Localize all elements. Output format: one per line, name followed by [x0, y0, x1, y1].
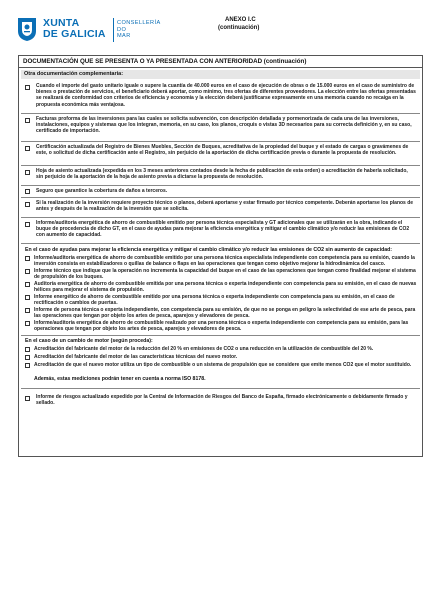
logo-xunta-text: XUNTA: [43, 17, 80, 29]
item-text: Facturas proforma de las inversiones para las cuales se solicita subvención, con descripción detallada y pormenorizada de cada una de las inversiones, instalaciones, equipos y sistemas que los integran, memoria, en su caso, los planos, croquis o vistas 3D necesarios para su correcta definición y, en su caso, certificado de importación.: [36, 116, 412, 135]
checkbox[interactable]: [25, 363, 30, 368]
department-line2: DO MAR: [117, 27, 131, 39]
checkbox[interactable]: [25, 295, 30, 300]
item-text: Informe técnico que indique que la operación no incrementa la capacidad del buque en el caso de las operaciones que tengan como finalidad mejorar el sistema de propulsión de los buques.: [34, 268, 416, 281]
checkbox[interactable]: [25, 256, 30, 261]
checkbox[interactable]: [25, 85, 30, 90]
item-text: Seguro que garantice la cobertura de daños a terceros.: [36, 188, 168, 194]
doc-item-technical-project: [21, 198, 420, 218]
section-engine-title: En el caso de un cambio de motor (según proceda):: [25, 338, 153, 344]
section-divider: [21, 388, 420, 389]
checkbox[interactable]: [25, 269, 30, 274]
item-text: Informe de riesgos actualizado expedido por la Central de Información de Riesgos del Banco de España, firmado electrónicamente o debidamente firmado y sellado.: [36, 394, 408, 407]
item-text: Certificación actualizada del Registro de Bienes Muebles, Sección de Buques, acreditativa de la propiedad del buque y el estado de cargas o gravámenes de este, o solicitud de dicha certificación ante el Registro, sin perjuicio de la aportación de dicha certificación previa o durante la propuesta de resolución.: [36, 144, 409, 157]
logo-divider: [113, 18, 114, 42]
checkbox[interactable]: [25, 347, 30, 352]
item-text: Informe/auditoría energética de ahorro de combustible emitido por persona técnica especialista y GT adicionales que se utilizarán en la obra, indicando el buque de procedencia de dicho GT, en el caso de ayudas para mejorar la eficiencia energética y mitigar el cambio climático y/o reducir las emisiones de CO2 con aumento de capacidad.: [36, 220, 410, 239]
checkbox[interactable]: [25, 189, 30, 194]
item-text: Hoja de asiento actualizada (expedida en los 3 meses anteriores contados desde la fecha de publicación de esta orden) o acreditación de haberla solicitado, sin perjuicio de la aportación de la hoja de asiento previa a dictarse la propuesta de resolución.: [36, 168, 408, 181]
doc-item-insurance: [21, 186, 420, 198]
item-text: Informe de persona técnica o experta independiente, con competencia para su emisión, de que no se ponga en peligro la selectividad de ese arte de pesca, para las operaciones que tengan por objeto los artes de pesca, aparejos y elevadores de pesca.: [34, 307, 416, 320]
section-divider: [21, 335, 420, 336]
documentation-box: [18, 55, 423, 457]
item-text: Cuando el importe del gasto unitario iguale o supere la cuantía de 40.000 euros en el caso de ejecución de obras o de 15.000 euros en el caso de suministro de bienes o prestación de servicios, el beneficiario deberá aportar, como mínimo, tres ofertas de diferentes proveedores. La elección entre las ofertas presentadas se realizará de conformidad con criterios de eficiencia y economía y la elección deberá justificarse expresamente en una memoria cuando no recaiga en la propuesta económica más ventajosa.: [36, 83, 416, 108]
checkbox[interactable]: [25, 222, 30, 227]
box-title: DOCUMENTACIÓN QUE SE PRESENTA O YA PRESENTADA CON ANTERIORIDAD (continuación): [19, 56, 422, 68]
doc-item-invoices: [21, 114, 420, 142]
galicia-coat-icon: [16, 16, 38, 42]
item-text: Acreditación del fabricante del motor de la reducción del 20 % en emisiones de CO2 o una reducción en la utilización de combustible del 20 %.: [34, 346, 374, 352]
annex-title: ANEXO I.C: [225, 17, 256, 23]
iso-note: Además, estas mediciones podrán tener en cuenta a norma ISO 8178.: [34, 376, 206, 382]
department-line1: CONSELLERÍA: [117, 20, 161, 26]
checkbox[interactable]: [25, 396, 30, 401]
checkbox[interactable]: [25, 308, 30, 313]
item-text: Acreditación de que el nuevo motor utiliza un tipo de combustible o un sistema de propulsión que se considere que emite menos CO2 que el motor sustituido.: [34, 362, 412, 368]
doc-item-quotes: [21, 81, 420, 114]
checkbox[interactable]: [25, 170, 30, 175]
doc-item-risk-report: [21, 392, 420, 412]
item-text: Si la realización de la inversión requiere proyecto técnico o planos, deberá aportarse y estar firmado por técnico competente. Deberán aportarse los planos de antes y después de la realización de la inversión que se solicita.: [36, 200, 414, 213]
logo-galicia-text: DE GALICIA: [43, 28, 106, 40]
item-text: Informe/auditoría energética de ahorro de combustible emitido por una persona técnica especialista independiente con competencia para su emisión, cuando la inversión consista en estabilizadores o quillas de balance o flaps en las operaciones que tengan como objetivo mejorar la hidrodinámica del casco.: [34, 255, 415, 268]
checkbox[interactable]: [25, 321, 30, 326]
item-text: Auditoría energética de ahorro de combustible emitida por una persona técnica o experta independiente con competencia para su emisión, en el caso de nuevas hélices para mejorar el sistema de propulsión.: [34, 281, 417, 294]
checkbox[interactable]: [25, 118, 30, 123]
item-text: Acreditación del fabricante del motor de las características técnicas del nuevo motor.: [34, 354, 238, 360]
xunta-logo: [16, 14, 161, 44]
item-text: Informe/auditoría energética de ahorro de combustible realizado por una persona técnica o experta independiente con competencia para su emisión, para las operaciones que tengan por objeto los artes de pesca, aparejos y elevadores de pesca.: [34, 320, 409, 333]
section-energy-title: En el caso de ayudas para mejorar la eficiencia energética y mitigar el cambio climático y/o reducir las emisiones de CO2 sin aumento de capacidad:: [25, 247, 393, 253]
checkbox[interactable]: [25, 282, 30, 287]
checkbox[interactable]: [25, 202, 30, 207]
item-text: Informe energético de ahorro de combustible emitido por una persona técnica o experta independiente con competencia para su emisión, en el caso de rectificación o cambios de puertas.: [34, 294, 395, 307]
doc-item-seat-sheet: [21, 166, 420, 186]
doc-item-energy-audit: [21, 218, 420, 244]
checkbox[interactable]: [25, 355, 30, 360]
annex-subtitle: (continuación): [218, 25, 260, 31]
doc-item-registry: [21, 142, 420, 166]
intro-label: Otra documentación complementaria:: [21, 70, 420, 79]
checkbox[interactable]: [25, 146, 30, 151]
